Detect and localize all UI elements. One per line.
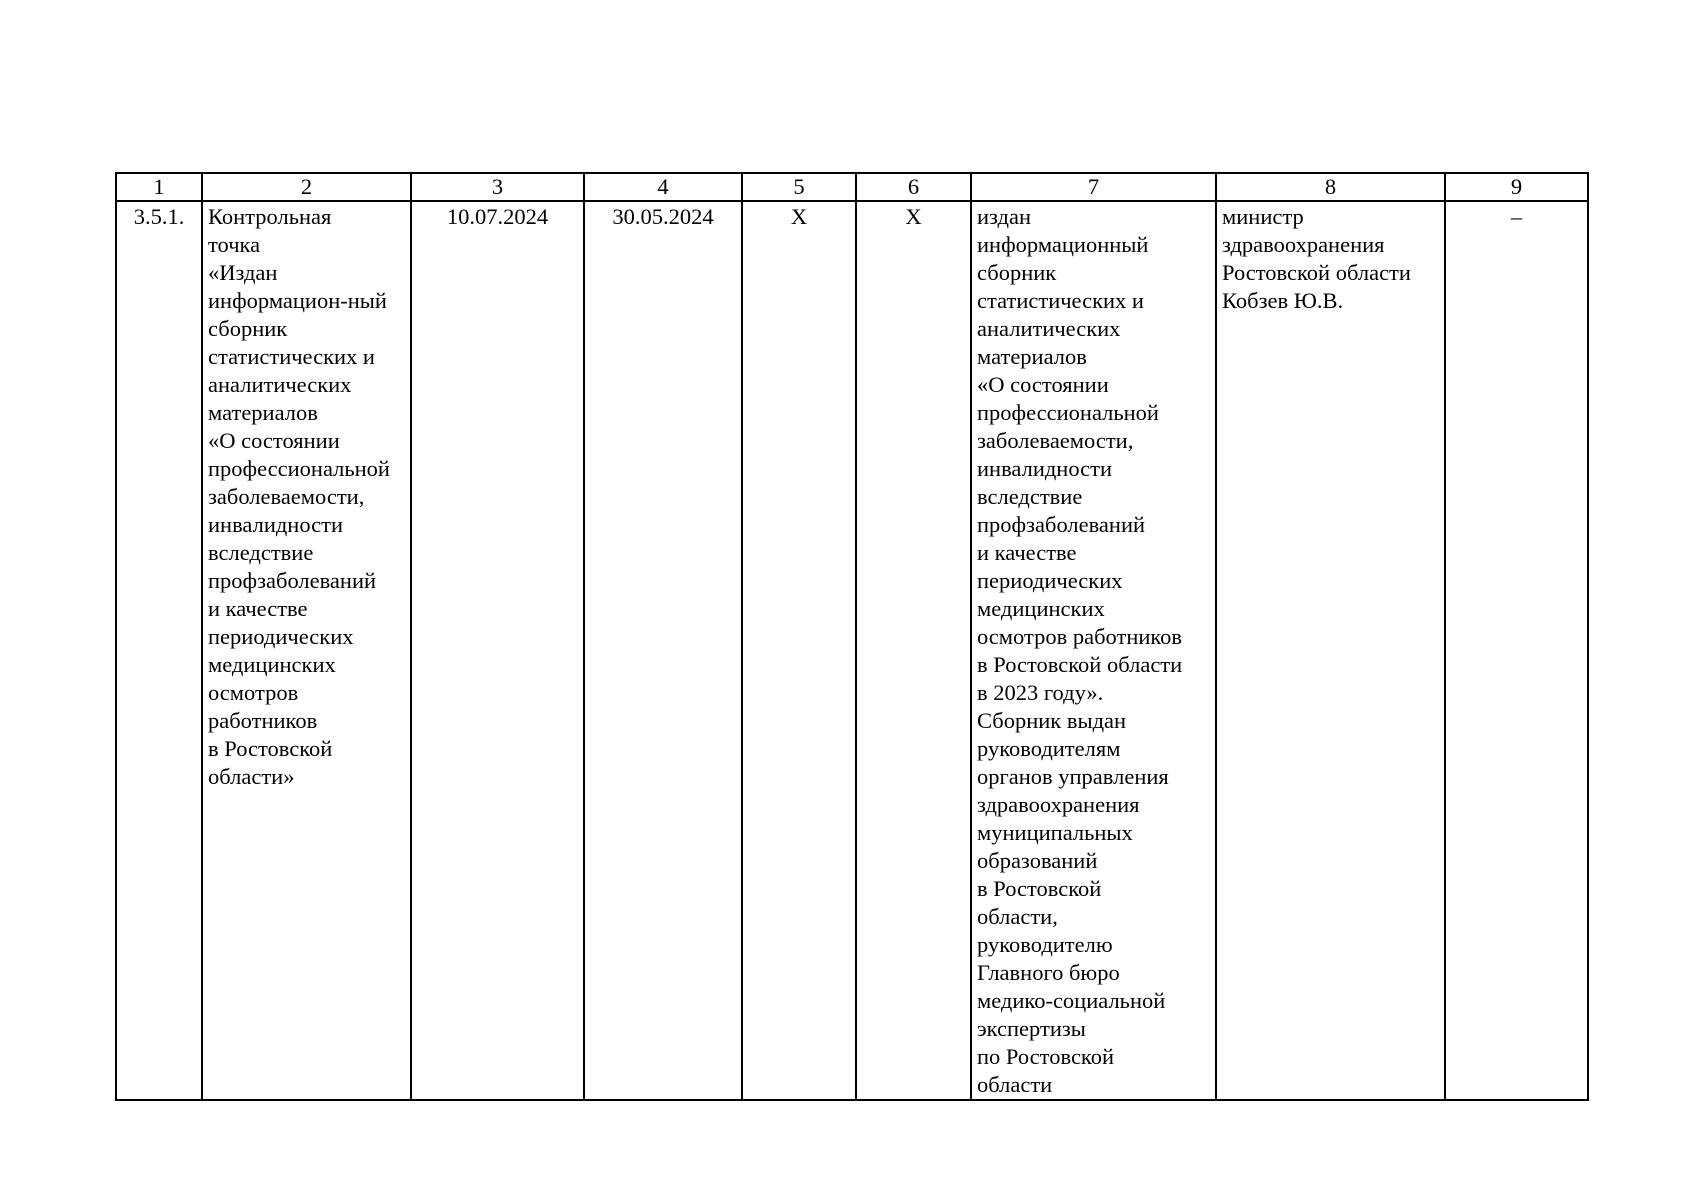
text-line: информацион-ный	[208, 288, 387, 313]
text-line: руководителям	[977, 736, 1121, 761]
text-line: заболеваемости,	[977, 428, 1134, 453]
header-cell-1: 1	[116, 173, 202, 201]
text-line: «О состоянии	[208, 428, 340, 453]
text-line: информационный	[977, 232, 1149, 257]
text-line: сборник	[977, 260, 1057, 285]
text-line: и качестве	[977, 540, 1077, 565]
text-line: Кобзев Ю.В.	[1222, 288, 1344, 313]
responsible-lines	[1222, 203, 1439, 315]
text-line: экспертизы	[977, 1016, 1086, 1041]
text-line: в 2023 году».	[977, 680, 1104, 705]
text-line: «О состоянии	[977, 372, 1109, 397]
result-lines	[977, 203, 1210, 1099]
text-line: материалов	[977, 344, 1087, 369]
text-line: в Ростовской	[208, 736, 333, 761]
description-lines	[208, 203, 405, 791]
table-row	[116, 201, 1588, 1100]
text-line: Ростовской области	[1222, 260, 1411, 285]
text-line: работников	[208, 708, 318, 733]
header-cell-6: 6	[856, 173, 971, 201]
text-line: осмотров	[208, 680, 299, 705]
text-line: и качестве	[208, 596, 308, 621]
text-line: здравоохранения	[977, 792, 1140, 817]
text-line: профзаболеваний	[208, 568, 377, 593]
description-cell	[202, 201, 411, 1100]
col6-cell: Х	[856, 201, 971, 1100]
text-line: образований	[977, 848, 1098, 873]
header-cell-4: 4	[584, 173, 742, 201]
text-line: профзаболеваний	[977, 512, 1146, 537]
col5-cell: Х	[742, 201, 856, 1100]
text-line: области,	[977, 904, 1058, 929]
text-line: по Ростовской	[977, 1044, 1115, 1069]
actual-date-cell: 30.05.2024	[584, 201, 742, 1100]
text-line: Главного бюро	[977, 960, 1120, 985]
text-line: периодических	[977, 568, 1123, 593]
header-cell-3: 3	[411, 173, 584, 201]
text-line: Контрольная	[208, 204, 332, 229]
header-cell-9: 9	[1445, 173, 1588, 201]
text-line: органов управления	[977, 764, 1169, 789]
text-line: области»	[208, 764, 295, 789]
text-line: инвалидности	[208, 512, 344, 537]
text-line: аналитических	[208, 372, 352, 397]
text-line: статистических и	[208, 344, 375, 369]
result-cell	[971, 201, 1216, 1100]
header-cell-5: 5	[742, 173, 856, 201]
text-line: в Ростовской	[977, 876, 1102, 901]
text-line: вследствие	[208, 540, 314, 565]
text-line: осмотров работников	[977, 624, 1183, 649]
text-line: медико-социальной	[977, 988, 1166, 1013]
text-line: вследствие	[977, 484, 1083, 509]
text-line: материалов	[208, 400, 318, 425]
text-line: медицинских	[208, 652, 336, 677]
text-line: руководителю	[977, 932, 1113, 957]
text-line: точка	[208, 232, 261, 257]
col9-cell: –	[1445, 201, 1588, 1100]
header-cell-8: 8	[1216, 173, 1445, 201]
text-line: профессиональной	[977, 400, 1159, 425]
text-line: профессиональной	[208, 456, 390, 481]
header-row	[116, 173, 1588, 201]
text-line: министр	[1222, 204, 1304, 229]
text-line: издан	[977, 204, 1031, 229]
text-line: статистических и	[977, 288, 1144, 313]
text-line: аналитических	[977, 316, 1121, 341]
text-line: в Ростовской области	[977, 652, 1183, 677]
text-line: здравоохранения	[1222, 232, 1385, 257]
text-line: медицинских	[977, 596, 1105, 621]
text-line: «Издан	[208, 260, 278, 285]
control-point-table	[115, 172, 1589, 1101]
text-line: муниципальных	[977, 820, 1133, 845]
text-line: инвалидности	[977, 456, 1113, 481]
row-number-cell: 3.5.1.	[116, 201, 202, 1100]
text-line: области	[977, 1072, 1053, 1097]
text-line: периодических	[208, 624, 354, 649]
text-line: заболеваемости,	[208, 484, 365, 509]
header-cell-2: 2	[202, 173, 411, 201]
text-line: Сборник выдан	[977, 708, 1127, 733]
header-cell-7: 7	[971, 173, 1216, 201]
responsible-cell	[1216, 201, 1445, 1100]
text-line: сборник	[208, 316, 288, 341]
planned-date-cell: 10.07.2024	[411, 201, 584, 1100]
